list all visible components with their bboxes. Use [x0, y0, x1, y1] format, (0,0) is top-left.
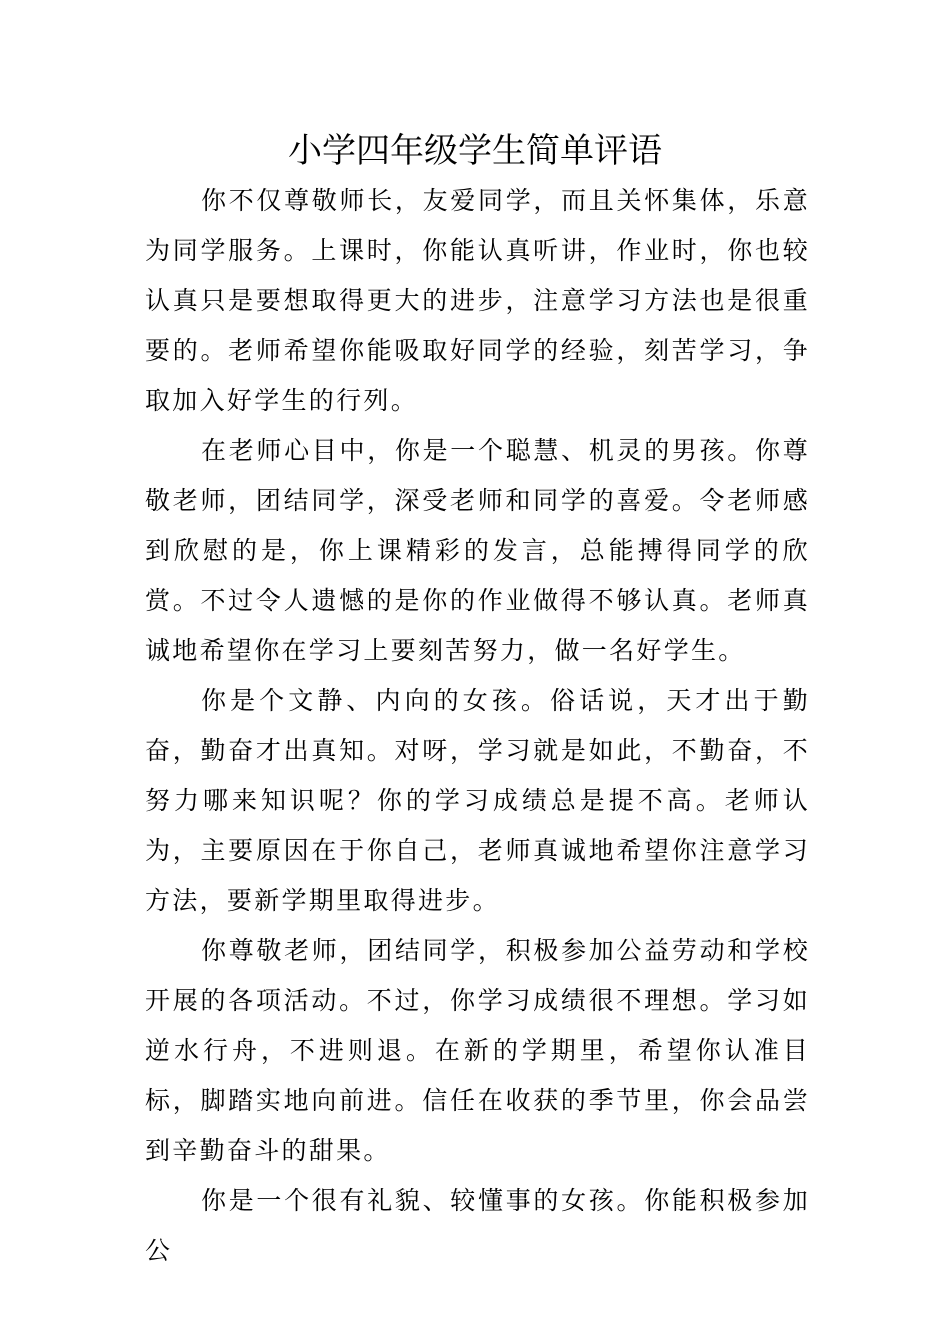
paragraph-1: 你不仅尊敬师长，友爱同学，而且关怀集体，乐意为同学服务。上课时，你能认真听讲，作业时，你也较认真只是要想取得更大的进步，注意学习方法也是很重要的。老师希望你能吸取好同学的经验，刻苦学习，争取加入好学生的行列。 — [145, 186, 810, 415]
document-body — [145, 176, 810, 1276]
paragraph-2: 在老师心目中，你是一个聪慧、机灵的男孩。你尊敬老师，团结同学，深受老师和同学的喜爱。令老师感到欣慰的是，你上课精彩的发言，总能搏得同学的欣赏。不过令人遗憾的是你的作业做得不够认真。老师真诚地希望你在学习上要刻苦努力，做一名好学生。 — [145, 436, 810, 665]
paragraph-3: 你是个文静、内向的女孩。俗话说，天才出于勤奋，勤奋才出真知。对呀，学习就是如此，不勤奋，不努力哪来知识呢？你的学习成绩总是提不高。老师认为，主要原因在于你自己，老师真诚地希望你注意学习方法，要新学期里取得进步。 — [145, 686, 810, 915]
paragraph-4: 你尊敬老师，团结同学，积极参加公益劳动和学校开展的各项活动。不过，你学习成绩很不理想。学习如逆水行舟，不进则退。在新的学期里，希望你认准目标，脚踏实地向前进。信任在收获的季节里，你会品尝到辛勤奋斗的甜果。 — [145, 936, 810, 1165]
paragraph-5: 你是一个很有礼貌、较懂事的女孩。你能积极参加公 — [145, 1186, 810, 1265]
document-title: 小学四年级学生简单评语 — [288, 131, 662, 171]
